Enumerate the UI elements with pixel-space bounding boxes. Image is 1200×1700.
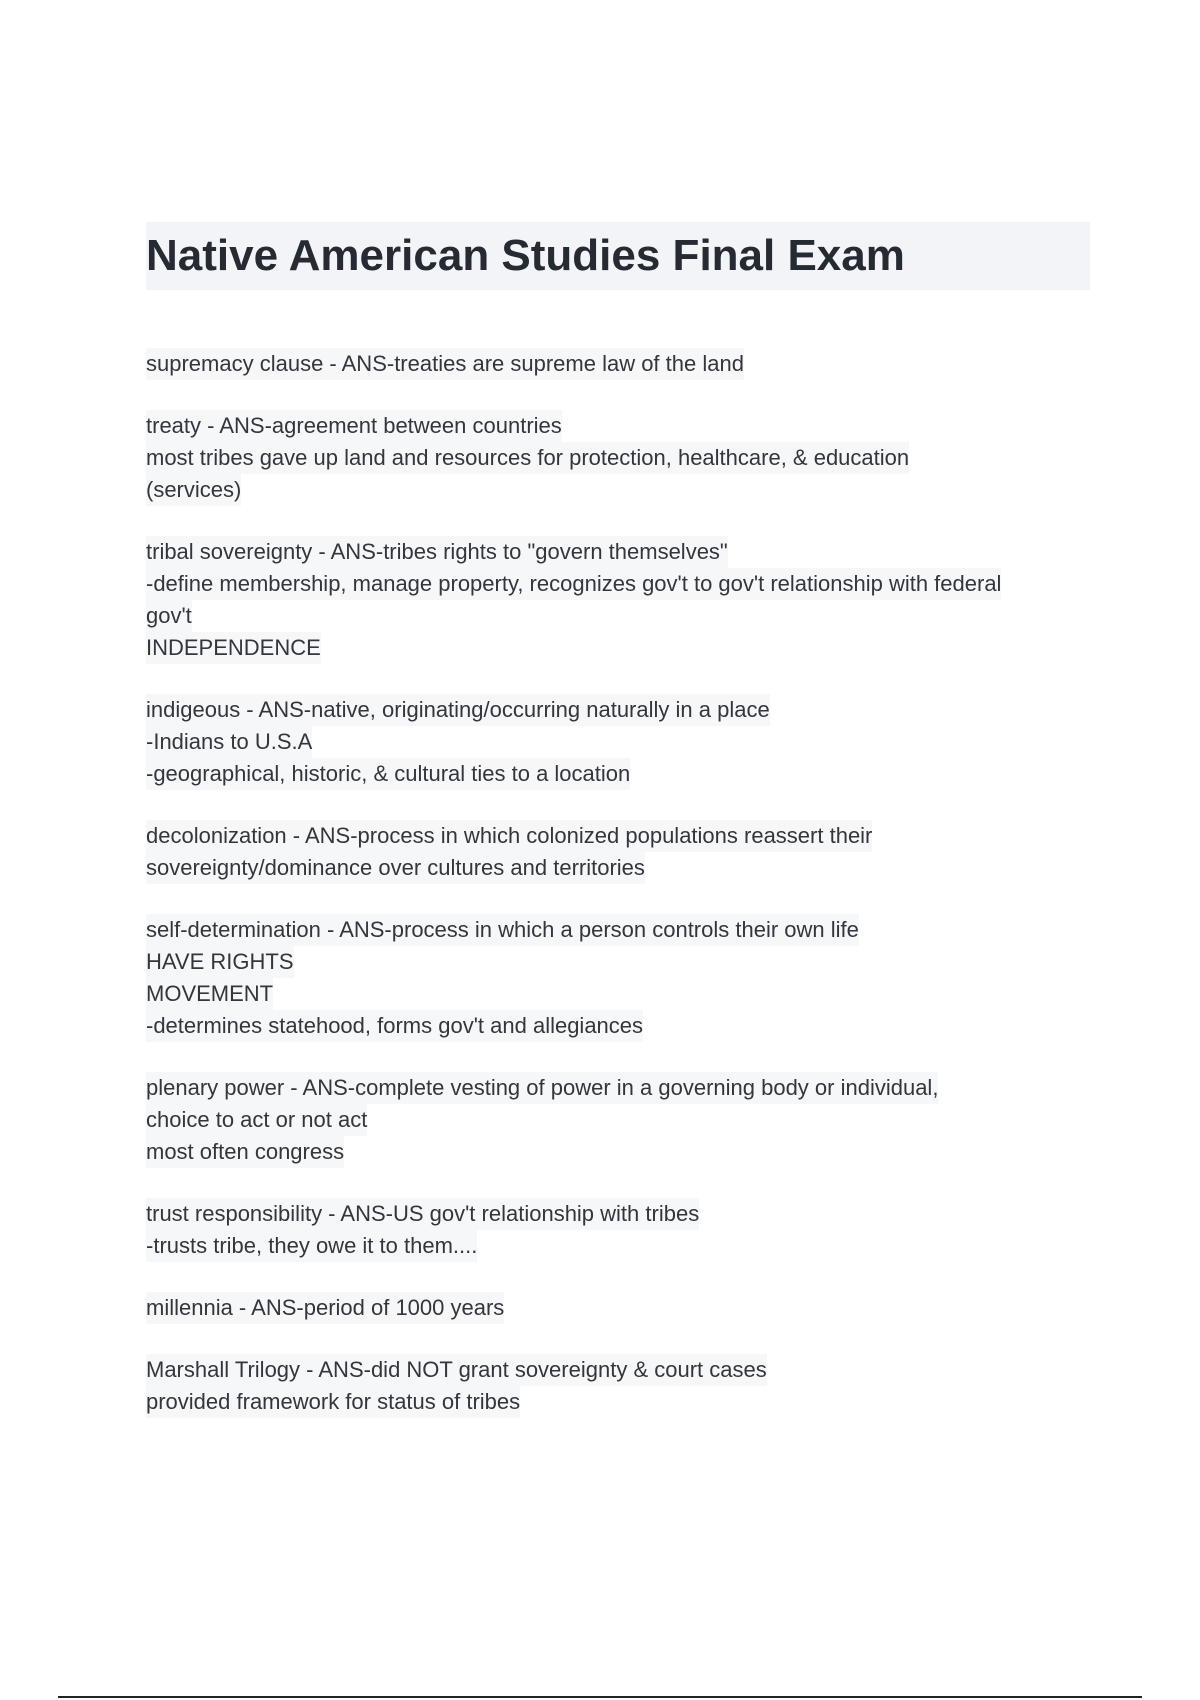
entry-line: indigeous - ANS-native, originating/occurring naturally in a place (146, 694, 770, 726)
entry-line: HAVE RIGHTS (146, 946, 294, 978)
flashcard-entry-supremacy-clause (146, 348, 1090, 380)
entry-line: -geographical, historic, & cultural ties to a location (146, 758, 630, 790)
entry-line: provided framework for status of tribes (146, 1386, 520, 1418)
entry-line: MOVEMENT (146, 978, 273, 1010)
entry-line: millennia - ANS-period of 1000 years (146, 1292, 504, 1324)
flashcard-entry-trust-responsibility (146, 1198, 1090, 1262)
entry-line: supremacy clause - ANS-treaties are supreme law of the land (146, 348, 744, 380)
entry-line: gov't (146, 600, 192, 632)
flashcard-entry-self-determination (146, 914, 1090, 1042)
flashcard-entry-treaty (146, 410, 1090, 506)
flashcard-entry-plenary-power (146, 1072, 1090, 1168)
flashcard-list (146, 348, 1090, 1448)
entry-line: trust responsibility - ANS-US gov't relationship with tribes (146, 1198, 699, 1230)
entry-line: plenary power - ANS-complete vesting of power in a governing body or individual, (146, 1072, 938, 1104)
flashcard-entry-millennia (146, 1292, 1090, 1324)
entry-line: self-determination - ANS-process in which a person controls their own life (146, 914, 859, 946)
entry-line: most tribes gave up land and resources for protection, healthcare, & education (146, 442, 909, 474)
entry-line: tribal sovereignty - ANS-tribes rights to "govern themselves" (146, 536, 728, 568)
entry-line: choice to act or not act (146, 1104, 367, 1136)
entry-line: INDEPENDENCE (146, 632, 321, 664)
entry-line: most often congress (146, 1136, 344, 1168)
entry-line: treaty - ANS-agreement between countries (146, 410, 562, 442)
footer-divider (58, 1696, 1142, 1698)
entry-line: sovereignty/dominance over cultures and territories (146, 852, 645, 884)
entry-line: -define membership, manage property, recognizes gov't to gov't relationship with federal (146, 568, 1001, 600)
entry-line: (services) (146, 474, 241, 506)
flashcard-entry-marshall-trilogy (146, 1354, 1090, 1418)
entry-line: Marshall Trilogy - ANS-did NOT grant sovereignty & court cases (146, 1354, 767, 1386)
entry-line: -trusts tribe, they owe it to them.... (146, 1230, 477, 1262)
flashcard-entry-tribal-sovereignty (146, 536, 1090, 664)
entry-line: decolonization - ANS-process in which colonized populations reassert their (146, 820, 872, 852)
entry-line: -Indians to U.S.A (146, 726, 312, 758)
flashcard-entry-indigeous (146, 694, 1090, 790)
title-bar (146, 222, 1090, 290)
page-title: Native American Studies Final Exam (146, 231, 905, 280)
entry-line: -determines statehood, forms gov't and allegiances (146, 1010, 643, 1042)
flashcard-entry-decolonization (146, 820, 1090, 884)
